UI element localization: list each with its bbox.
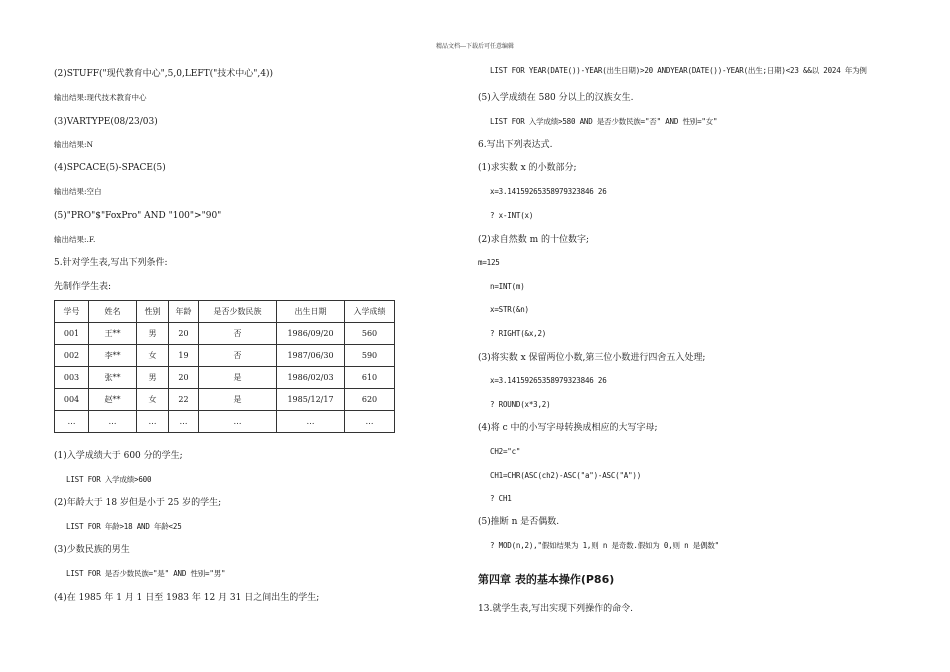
left-text-line: 输出结果:.F.: [54, 235, 96, 244]
left-text-line: (3)VARTYPE(08/23/03): [54, 117, 158, 127]
left-text-line: (2)年龄大于 18 岁但是小于 25 岁的学生;: [54, 498, 222, 508]
table-cell: 王**: [89, 323, 137, 345]
table-header-cell: 学号: [55, 301, 89, 323]
table-cell: 是: [199, 389, 277, 411]
left-text-line: LIST FOR 是否少数民族="是" AND 性别="男": [66, 569, 226, 578]
left-text-line: 先制作学生表:: [54, 282, 112, 292]
table-header-cell: 出生日期: [277, 301, 345, 323]
student-table-header: [55, 301, 395, 323]
right-text-line: (2)求自然数 m 的十位数字;: [478, 235, 590, 245]
table-cell: 001: [55, 323, 89, 345]
table-cell: …: [199, 411, 277, 433]
left-text-line: 输出结果:现代技术教育中心: [54, 93, 147, 102]
table-row: [55, 389, 395, 411]
right-text-line: 6.写出下列表达式.: [478, 140, 553, 150]
table-cell: 1985/12/17: [277, 389, 345, 411]
right-text-line: 第四章 表的基本操作(P86): [478, 573, 615, 586]
table-cell: 22: [169, 389, 199, 411]
table-cell: …: [345, 411, 395, 433]
right-text-line: ? x-INT(x): [490, 211, 534, 220]
table-cell: 20: [169, 367, 199, 389]
table-row: [55, 411, 395, 433]
table-cell: 003: [55, 367, 89, 389]
table-cell: 560: [345, 323, 395, 345]
right-text-line: LIST FOR 入学成绩>580 AND 是否少数民族="否" AND 性别="女": [490, 117, 718, 126]
table-cell: 620: [345, 389, 395, 411]
table-cell: …: [89, 411, 137, 433]
left-text-line: (2)STUFF("现代教育中心",5,0,LEFT("技术中心",4)): [54, 69, 274, 79]
table-row: [55, 367, 395, 389]
table-row: [55, 323, 395, 345]
right-text-line: (3)将实数 x 保留两位小数,第三位小数进行四舍五入处理;: [478, 353, 706, 363]
table-cell: 1986/09/20: [277, 323, 345, 345]
table-cell: …: [137, 411, 169, 433]
table-cell: 张**: [89, 367, 137, 389]
left-text-line: 输出结果:N: [54, 140, 94, 149]
right-text-line: (5)推断 n 是否偶数.: [478, 517, 560, 527]
right-text-line: CH1=CHR(ASC(ch2)-ASC("a")-ASC("A")): [490, 471, 642, 480]
table-cell: 女: [137, 345, 169, 367]
table-cell: …: [55, 411, 89, 433]
table-cell: 男: [137, 323, 169, 345]
table-cell: 女: [137, 389, 169, 411]
student-table-body: [55, 323, 395, 433]
table-cell: 004: [55, 389, 89, 411]
left-text-line: LIST FOR 年龄>18 AND 年龄<25: [66, 522, 182, 531]
right-text-line: x=3.14159265358979323846 26: [490, 187, 607, 196]
table-cell: 否: [199, 345, 277, 367]
table-cell: 李**: [89, 345, 137, 367]
right-text-line: x=STR(&n): [490, 305, 529, 314]
table-cell: 19: [169, 345, 199, 367]
table-header-cell: 入学成绩: [345, 301, 395, 323]
student-table: [54, 300, 395, 433]
left-text-line: LIST FOR 入学成绩>600: [66, 475, 152, 484]
left-text-line: (1)入学成绩大于 600 分的学生;: [54, 451, 183, 461]
right-text-line: CH2="c": [490, 447, 521, 456]
table-cell: …: [169, 411, 199, 433]
right-text-line: ? CH1: [490, 494, 512, 503]
right-text-line: ? ROUND(x*3,2): [490, 400, 551, 409]
right-text-line: (4)将 c 中的小写字母转换成相应的大写字母;: [478, 423, 658, 433]
table-cell: 20: [169, 323, 199, 345]
right-text-line: (1)求实数 x 的小数部分;: [478, 163, 577, 173]
table-cell: 1986/02/03: [277, 367, 345, 389]
right-text-line: ? MOD(n,2),"假如结果为 1,则 n 是奇数.假如为 0,则 n 是偶数": [490, 541, 719, 550]
table-cell: 是: [199, 367, 277, 389]
right-text-line: ? RIGHT(&x,2): [490, 329, 547, 338]
right-text-line: 13.就学生表,写出实现下列操作的命令.: [478, 604, 634, 614]
table-cell: 610: [345, 367, 395, 389]
left-text-line: (3)少数民族的男生: [54, 545, 130, 555]
table-cell: 1987/06/30: [277, 345, 345, 367]
table-header-cell: 性别: [137, 301, 169, 323]
table-cell: 男: [137, 367, 169, 389]
table-header-cell: 年龄: [169, 301, 199, 323]
table-cell: 赵**: [89, 389, 137, 411]
right-text-line: m=125: [478, 258, 500, 267]
table-header-cell: 是否少数民族: [199, 301, 277, 323]
table-cell: 否: [199, 323, 277, 345]
left-text-line: (4)在 1985 年 1 月 1 日至 1983 年 12 月 31 日之间出生的学生;: [54, 593, 320, 603]
table-header-cell: 姓名: [89, 301, 137, 323]
right-text-line: x=3.14159265358979323846 26: [490, 376, 607, 385]
table-cell: 002: [55, 345, 89, 367]
right-text-line: n=INT(m): [490, 282, 525, 291]
left-text-line: (4)SPCACE(5)-SPACE(5): [54, 163, 166, 173]
table-cell: …: [277, 411, 345, 433]
header-note: 精品文档---下载后可任意编辑: [435, 43, 515, 50]
left-text-line: 输出结果:空白: [54, 187, 102, 196]
table-row: [55, 345, 395, 367]
right-text-line: (5)入学成绩在 580 分以上的汉族女生.: [478, 93, 634, 103]
table-cell: 590: [345, 345, 395, 367]
left-text-line: 5.针对学生表,写出下列条件:: [54, 258, 168, 268]
right-text-line: LIST FOR YEAR(DATE())-YEAR(出生日期)>20 ANDYEAR(DATE())-YEAR(出生;日期)<23 &&以 2024 年为例: [490, 66, 867, 75]
left-text-line: (5)"PRO"$"FoxPro" AND "100">"90": [54, 211, 222, 221]
